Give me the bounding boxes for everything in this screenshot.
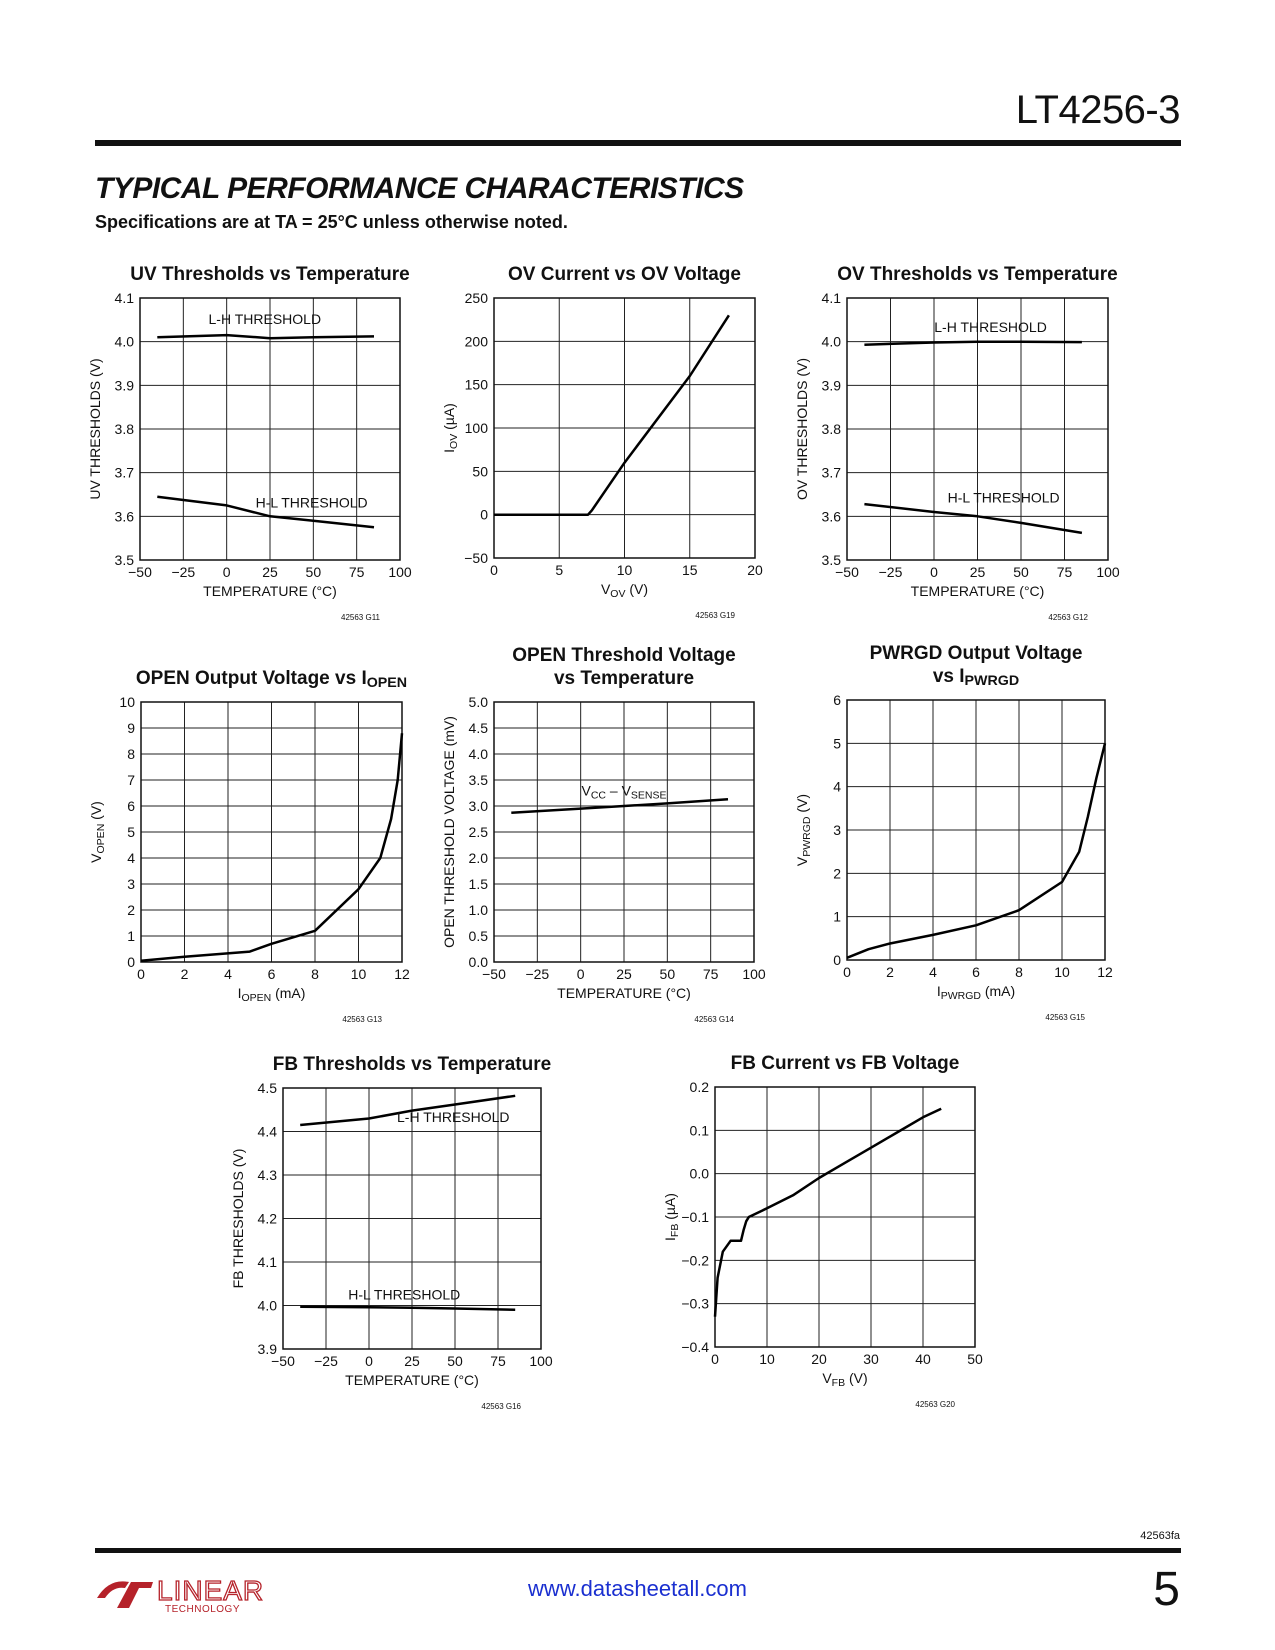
chart-title: FB Current vs FB Voltage (730, 1053, 960, 1074)
y-tick-label: 250 (464, 290, 488, 306)
y-tick-label: 0.2 (689, 1079, 709, 1095)
x-tick-label: 25 (616, 966, 632, 982)
y-tick-label: 4.0 (821, 333, 841, 350)
x-tick-label: 0 (222, 564, 231, 580)
x-tick-label: 30 (863, 1351, 879, 1367)
x-axis-label: $I_{PWRGD}$ (mA) (936, 983, 1016, 1002)
y-tick-label: 4.0 (257, 1297, 277, 1314)
document-code: 42563fa (1140, 1530, 1180, 1542)
chart-ov-thresholds (795, 255, 1135, 635)
spec-conditions: Specifications are at TA = 25°C unless otherwise noted. (95, 212, 568, 232)
figure-code: 42563 G14 (694, 1015, 734, 1024)
x-tick-label: −25 (314, 1353, 338, 1369)
logo-wordmark: LINEAR (157, 1575, 265, 1606)
y-tick-label: 4 (127, 850, 135, 866)
series-annotation: L-H THRESHOLD (934, 319, 1047, 336)
x-axis-label: $I_{OPEN}$ (mA) (237, 985, 306, 1004)
y-tick-label: 3.7 (114, 464, 134, 481)
chart-open-output (85, 640, 425, 1030)
x-tick-label: 0 (576, 966, 585, 982)
y-axis-label: OPEN THRESHOLD VOLTAGE (mV) (441, 716, 457, 948)
x-tick-label: 15 (681, 562, 698, 578)
series-line (715, 1109, 941, 1317)
x-axis-label: $V_{FB}$ (V) (822, 1370, 868, 1389)
x-tick-label: 6 (267, 966, 276, 982)
y-tick-label: 0.1 (689, 1122, 709, 1139)
figure-code: 42563 G12 (1048, 613, 1088, 622)
x-tick-label: 4 (929, 964, 937, 980)
y-tick-label: 9 (127, 720, 135, 736)
x-tick-label: 0 (365, 1353, 373, 1369)
y-tick-label: 4.2 (257, 1210, 277, 1227)
x-tick-label: 20 (747, 562, 763, 578)
x-axis-label: TEMPERATURE (°C) (203, 583, 337, 599)
x-tick-label: 0 (843, 964, 851, 980)
y-tick-label: 3.5 (114, 552, 134, 568)
chart-title: UV Thresholds vs Temperature (130, 264, 410, 285)
x-tick-label: 10 (759, 1351, 775, 1367)
x-tick-label: 12 (1097, 964, 1113, 980)
x-tick-label: 100 (529, 1353, 553, 1369)
x-tick-label: −50 (128, 564, 152, 580)
y-axis-label: OV THRESHOLDS (V) (794, 357, 810, 501)
y-tick-label: −0.2 (681, 1252, 709, 1269)
y-tick-label: 4.0 (114, 333, 134, 350)
y-tick-label: 50 (472, 463, 488, 480)
header-rule (95, 140, 1181, 146)
x-tick-label: 50 (305, 564, 322, 580)
chart-fb-thresholds (225, 1045, 565, 1425)
y-tick-label: 3.8 (821, 421, 841, 437)
y-tick-label: 3.5 (468, 772, 488, 788)
x-tick-label: 8 (1015, 964, 1023, 980)
x-tick-label: 8 (311, 966, 319, 982)
chart-open-threshold (440, 640, 780, 1030)
y-tick-label: 3.8 (114, 421, 134, 437)
figure-code: 42563 G13 (342, 1015, 382, 1024)
y-tick-label: 2 (127, 902, 135, 918)
y-axis-label: $V_{OPEN}$ (V) (88, 801, 107, 863)
y-tick-label: −0.1 (681, 1209, 709, 1225)
x-tick-label: 50 (447, 1353, 463, 1369)
x-tick-label: 0 (711, 1351, 719, 1367)
y-tick-label: 8 (127, 746, 135, 762)
y-tick-label: 6 (833, 692, 841, 708)
chart-ov-current (440, 255, 780, 635)
y-tick-label: 3.0 (468, 798, 488, 814)
figure-code: 42563 G11 (341, 613, 380, 622)
x-tick-label: −50 (482, 966, 506, 982)
x-tick-label: 10 (1054, 964, 1070, 980)
y-tick-label: 0.0 (689, 1165, 709, 1182)
y-tick-label: 3 (833, 822, 841, 838)
y-tick-label: 0 (127, 954, 135, 970)
y-tick-label: 4.3 (257, 1167, 277, 1183)
y-tick-label: 0 (480, 506, 488, 523)
y-tick-label: 5 (833, 735, 841, 752)
x-tick-label: 40 (915, 1351, 931, 1367)
x-tick-label: 75 (348, 564, 365, 580)
figure-code: 42563 G20 (915, 1400, 955, 1409)
chart-title: OPEN Threshold Voltage (512, 645, 736, 666)
y-tick-label: 150 (464, 376, 488, 393)
x-tick-label: 2 (886, 964, 894, 980)
y-tick-label: 4.5 (257, 1080, 277, 1096)
chart-title: vs IPWRGD (932, 666, 1020, 689)
y-tick-label: 4.0 (468, 746, 488, 762)
y-tick-label: −0.3 (681, 1295, 709, 1312)
x-axis-label: TEMPERATURE (°C) (345, 1372, 479, 1388)
y-axis-label: $I_{FB}$ (µA) (662, 1193, 681, 1241)
chart-pwrgd-output (795, 640, 1135, 1030)
y-tick-label: 7 (127, 772, 135, 788)
y-tick-label: 0.5 (468, 928, 488, 944)
y-tick-label: 1 (127, 928, 135, 944)
x-tick-label: 6 (972, 964, 980, 980)
y-tick-label: 4.1 (821, 290, 841, 306)
y-tick-label: 1.5 (468, 876, 488, 892)
y-tick-label: 3.6 (114, 508, 134, 525)
x-tick-label: 0 (930, 564, 938, 580)
y-tick-label: 6 (127, 798, 135, 814)
x-tick-label: −25 (878, 564, 903, 580)
y-tick-label: 100 (464, 420, 488, 436)
page-number: 5 (1153, 1563, 1180, 1616)
y-tick-label: 3.9 (821, 377, 841, 394)
y-tick-label: 1.0 (468, 902, 488, 918)
x-tick-label: 0 (490, 562, 498, 578)
y-tick-label: 4.5 (468, 720, 488, 736)
x-tick-label: −25 (525, 966, 550, 982)
x-tick-label: 10 (616, 562, 633, 578)
x-tick-label: 100 (1096, 564, 1120, 580)
x-axis-label: $V_{OV}$ (V) (600, 581, 649, 600)
y-tick-label: 4.1 (257, 1254, 277, 1270)
x-tick-label: 50 (659, 966, 676, 982)
x-tick-label: 12 (394, 966, 410, 982)
website-url[interactable]: www.datasheetall.com (528, 1576, 747, 1601)
series-annotation: H-L THRESHOLD (947, 489, 1060, 506)
series-annotation: H-L THRESHOLD (255, 494, 368, 511)
series-annotation: H-L THRESHOLD (348, 1286, 461, 1303)
x-tick-label: 2 (180, 966, 189, 982)
y-tick-label: 3.5 (821, 552, 841, 568)
chart-title: FB Thresholds vs Temperature (272, 1054, 552, 1075)
x-tick-label: −50 (835, 564, 859, 580)
chart-title: vs Temperature (553, 668, 695, 689)
y-tick-label: 3.9 (257, 1341, 277, 1357)
part-number: LT4256-3 (1015, 88, 1180, 132)
x-tick-label: 100 (742, 966, 766, 982)
chart-uv-thresholds (85, 255, 425, 635)
y-tick-label: 1 (833, 908, 841, 925)
y-tick-label: 4.4 (257, 1123, 277, 1140)
x-tick-label: 75 (702, 966, 719, 982)
footer-rule (95, 1548, 1181, 1553)
x-tick-label: 0 (137, 966, 145, 982)
x-tick-label: 5 (555, 562, 564, 578)
y-tick-label: 0 (833, 952, 841, 968)
x-tick-label: 50 (1013, 564, 1029, 580)
y-tick-label: 5 (127, 824, 135, 840)
series-line (864, 504, 1082, 533)
x-tick-label: 50 (967, 1351, 983, 1367)
x-tick-label: −50 (271, 1353, 295, 1369)
chart-title: PWRGD Output Voltage (869, 643, 1083, 664)
figure-code: 42563 G15 (1045, 1013, 1085, 1022)
logo-subtext: TECHNOLOGY (165, 1604, 241, 1615)
x-tick-label: 25 (262, 564, 278, 580)
x-tick-label: 25 (969, 564, 986, 580)
y-tick-label: 10 (119, 694, 135, 710)
y-tick-label: 5.0 (468, 694, 488, 710)
y-axis-label: UV THRESHOLDS (V) (87, 358, 103, 500)
y-tick-label: 200 (464, 333, 488, 350)
x-tick-label: 25 (404, 1353, 420, 1369)
chart-fb-current (660, 1045, 1000, 1425)
x-axis-label: TEMPERATURE (°C) (910, 583, 1045, 599)
y-tick-label: 2 (833, 865, 841, 882)
y-tick-label: 2.5 (468, 824, 488, 840)
series-annotation: L-H THRESHOLD (208, 311, 322, 328)
series-line (157, 335, 374, 338)
y-axis-label: $I_{OV}$ (µA) (441, 403, 460, 453)
figure-code: 42563 G16 (481, 1402, 521, 1411)
chart-title: OPEN Output Voltage vs IOPEN (135, 668, 408, 691)
y-tick-label: 0.0 (468, 954, 488, 970)
x-tick-label: 10 (350, 966, 367, 982)
series-annotation: $V_{CC} - V_{SENSE}$ (581, 782, 667, 802)
series-line (300, 1307, 515, 1310)
y-tick-label: 3.9 (114, 377, 134, 394)
series-annotation: L-H THRESHOLD (397, 1108, 510, 1125)
y-tick-label: 2.0 (468, 850, 488, 866)
x-tick-label: 75 (490, 1353, 506, 1369)
y-tick-label: −50 (464, 550, 488, 566)
y-axis-label: FB THRESHOLDS (V) (230, 1148, 246, 1289)
y-tick-label: 3.6 (821, 508, 841, 525)
x-tick-label: 20 (811, 1351, 827, 1367)
figure-code: 42563 G19 (695, 611, 735, 620)
series-line (494, 315, 729, 514)
x-tick-label: −25 (171, 564, 196, 580)
chart-title: OV Thresholds vs Temperature (837, 264, 1118, 285)
y-tick-label: 3 (127, 876, 135, 892)
x-tick-label: 75 (1056, 564, 1073, 580)
x-tick-label: 4 (224, 966, 232, 982)
y-tick-label: 4 (833, 778, 841, 795)
x-axis-label: TEMPERATURE (°C) (557, 985, 691, 1001)
y-tick-label: 3.7 (821, 464, 841, 481)
y-axis-label: $V_{PWRGD}$ (V) (794, 793, 813, 867)
y-tick-label: 4.1 (114, 290, 134, 306)
chart-title: OV Current vs OV Voltage (508, 264, 741, 285)
x-tick-label: 100 (388, 564, 412, 580)
section-title: TYPICAL PERFORMANCE CHARACTERISTICS (95, 172, 744, 205)
y-tick-label: −0.4 (681, 1339, 709, 1355)
